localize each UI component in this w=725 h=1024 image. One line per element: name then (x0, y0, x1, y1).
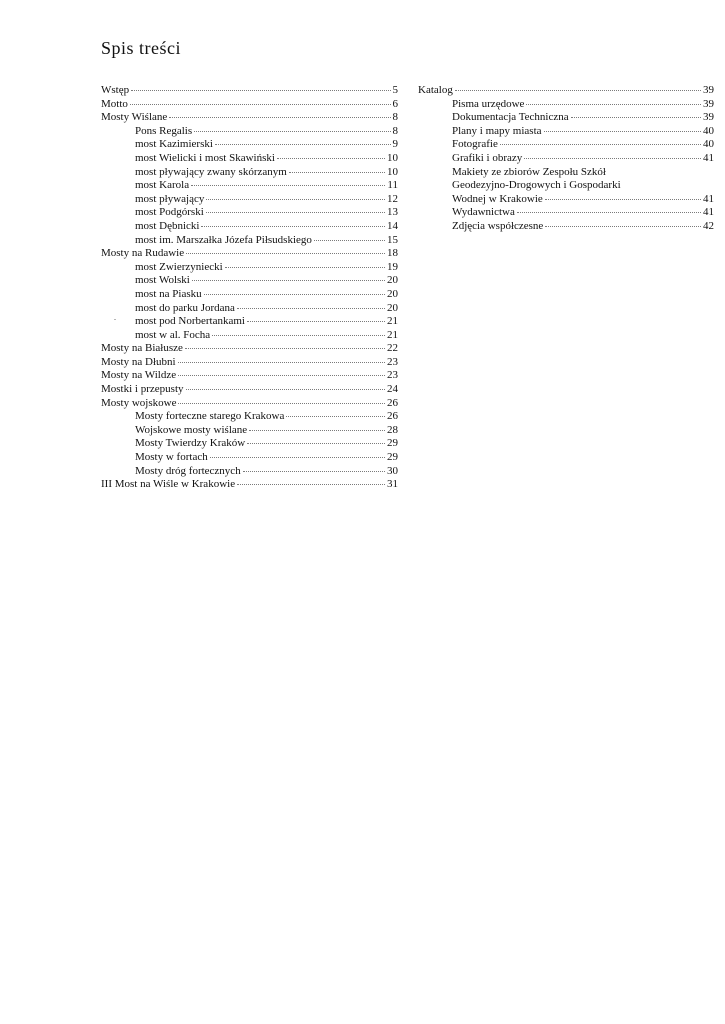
dot-leader (215, 144, 391, 145)
toc-entry-label: most im. Marszałka Józefa Piłsudskiego (135, 233, 312, 246)
dot-leader (249, 430, 385, 431)
toc-subentry[interactable] (101, 410, 398, 424)
toc-entry-label: Katalog (418, 84, 453, 96)
toc-entry-page-number: 10 (387, 165, 398, 178)
toc-entry-label: most pod Norbertankami (135, 315, 245, 328)
toc-entry-page-number: 29 (387, 437, 398, 450)
toc-subentry[interactable] (101, 138, 398, 152)
toc-entry-label: most Wielicki i most Skawiński (135, 151, 275, 164)
toc-entry-label: most Zwierzyniecki (135, 260, 223, 273)
toc-entry-page-number: 6 (392, 97, 398, 110)
toc-entry-page-number: 40 (703, 138, 714, 151)
dot-leader (186, 253, 385, 254)
toc-entry-label: Mostki i przepusty (101, 383, 184, 396)
dot-leader (455, 90, 701, 91)
toc-subentry[interactable] (418, 111, 714, 125)
toc-entry-page-number: 26 (387, 410, 398, 423)
toc-entry-label: Mosty w fortach (135, 451, 208, 464)
toc-subentry[interactable] (101, 302, 398, 316)
dot-leader (178, 362, 385, 363)
toc-entry-label: Mosty na Rudawie (101, 247, 185, 260)
toc-entry-page-number: 40 (703, 124, 714, 137)
toc-entry-label: Wydawnictwa (452, 206, 515, 219)
dot-leader (237, 484, 385, 485)
dot-leader (186, 389, 386, 390)
dot-leader (524, 158, 701, 159)
toc-subentry[interactable] (418, 193, 714, 207)
toc-subentry[interactable] (101, 166, 398, 180)
toc-entry-page-number: 20 (387, 301, 398, 314)
toc-entry[interactable] (101, 111, 398, 125)
dot-leader (247, 321, 385, 322)
stray-mark (114, 319, 116, 320)
toc-subentry[interactable] (101, 465, 398, 479)
toc-entry-page-number: 23 (387, 369, 398, 382)
toc-entry[interactable] (101, 98, 398, 112)
toc-entry-label: III Most na Wiśle w Krakowie (101, 478, 236, 491)
toc-subentry[interactable] (418, 206, 714, 220)
toc-entry-page-number: 24 (387, 383, 398, 396)
toc-subentry[interactable] (101, 288, 398, 302)
toc-entry-page-number: 39 (703, 111, 714, 124)
toc-entry[interactable] (101, 397, 398, 411)
toc-entry-page-number: 12 (387, 192, 398, 205)
toc-entry[interactable] (101, 84, 398, 98)
toc-entry-continued-line: Makiety ze zbiorów Zespołu Szkół (452, 165, 606, 178)
dot-leader (178, 403, 385, 404)
dot-leader (526, 104, 701, 105)
toc-entry-page-number: 41 (703, 192, 714, 205)
toc-entry[interactable] (101, 342, 398, 356)
toc-entry-label: most do parku Jordana (135, 301, 235, 314)
dot-leader (131, 90, 390, 91)
toc-entry-page-number: 29 (387, 451, 398, 464)
toc-entry-page-number: 31 (387, 478, 398, 491)
toc-entry-page-number: 21 (387, 328, 398, 341)
toc-entry-page-number: 8 (392, 111, 398, 124)
toc-subentry[interactable] (418, 125, 714, 139)
toc-subentry[interactable] (418, 220, 714, 234)
toc-entry-page-number: 42 (703, 219, 714, 232)
dot-leader (206, 199, 385, 200)
toc-entry-label: Motto (101, 97, 128, 110)
toc-subentry[interactable] (101, 206, 398, 220)
dot-leader (289, 172, 385, 173)
toc-entry-page-number: 14 (387, 219, 398, 232)
dot-leader (201, 226, 385, 227)
toc-subentry[interactable] (418, 138, 714, 152)
toc-entry-label: Plany i mapy miasta (452, 124, 542, 137)
toc-entry-label: Fotografie (452, 138, 498, 151)
toc-entry-page-number: 18 (387, 247, 398, 260)
toc-entry-label: Mosty na Białusze (101, 342, 183, 355)
dot-leader (247, 443, 385, 444)
toc-entry-page-number: 22 (387, 342, 398, 355)
toc-entry[interactable] (418, 84, 714, 98)
toc-entry[interactable] (101, 356, 398, 370)
dot-leader (314, 240, 385, 241)
toc-subentry[interactable] (101, 220, 398, 234)
toc-entry[interactable] (101, 383, 398, 397)
toc-entry-page-number: 39 (703, 97, 714, 110)
toc-subentry[interactable] (101, 437, 398, 451)
dot-leader (517, 212, 701, 213)
toc-entry-page-number: 10 (387, 151, 398, 164)
toc-entry-label: Mosty dróg fortecznych (135, 464, 241, 477)
toc-entry-page-number: 20 (387, 274, 398, 287)
dot-leader (192, 280, 385, 281)
toc-subentry[interactable] (101, 274, 398, 288)
toc-entry-label: Pons Regalis (135, 124, 193, 137)
toc-entry-page-number: 19 (387, 260, 398, 273)
dot-leader (191, 185, 385, 186)
toc-entry-page-number: 26 (387, 396, 398, 409)
dot-leader (571, 117, 701, 118)
toc-entry-page-number: 5 (392, 84, 398, 96)
toc-entry-page-number: 39 (703, 84, 714, 96)
dot-leader (500, 144, 701, 145)
toc-entry[interactable] (101, 369, 398, 383)
dot-leader (286, 416, 385, 417)
toc-entry-label: Grafiki i obrazy (452, 151, 523, 164)
toc-entry-page-number: 21 (387, 315, 398, 328)
toc-entry-label: Zdjęcia współczesne (452, 219, 544, 232)
dot-leader (178, 375, 385, 376)
toc-entry-label: most na Piasku (135, 287, 202, 300)
toc-entry-page-number: 23 (387, 355, 398, 368)
toc-entry-page-number: 20 (387, 287, 398, 300)
toc-entry-page-number: 41 (703, 151, 714, 164)
toc-entry-label: Mosty na Wildze (101, 369, 177, 382)
dot-leader (212, 335, 385, 336)
toc-subentry[interactable] (418, 152, 714, 166)
toc-entry-label: most Wolski (135, 274, 190, 287)
toc-entry-label: Mosty wojskowe (101, 396, 177, 409)
toc-subentry[interactable] (101, 424, 398, 438)
toc-entry-label: most Karola (135, 179, 190, 192)
toc-entry-page-number: 8 (392, 124, 398, 137)
dot-leader (206, 212, 385, 213)
toc-entry-page-number: 13 (387, 206, 398, 219)
toc-entry-label: most Dębnicki (135, 219, 200, 232)
dot-leader (225, 267, 385, 268)
dot-leader (210, 457, 385, 458)
toc-entry-page-number: 9 (392, 138, 398, 151)
toc-subentry[interactable] (101, 125, 398, 139)
toc-subentry[interactable] (101, 179, 398, 193)
toc-entry-label: most pływający zwany skórzanym (135, 165, 287, 178)
dot-leader (204, 294, 385, 295)
toc-subentry[interactable] (101, 234, 398, 248)
toc-entry-page-number: 15 (387, 233, 398, 246)
dot-leader (545, 199, 701, 200)
toc-right-column (418, 84, 714, 234)
toc-entry-label: Mosty Twierdzy Kraków (135, 437, 246, 450)
toc-entry-label: most Kazimierski (135, 138, 213, 151)
toc-entry-page-number: 41 (703, 206, 714, 219)
toc-subentry[interactable] (101, 152, 398, 166)
toc-entry-label: most pływający (135, 192, 205, 205)
toc-subentry[interactable] (101, 315, 398, 329)
page-title: Spis treści (101, 38, 181, 58)
dot-leader (545, 226, 701, 227)
dot-leader (194, 131, 390, 132)
toc-entry-label: Mosty Wiślane (101, 111, 168, 124)
toc-entry-label: Pisma urzędowe (452, 97, 525, 110)
toc-entry-label: Dokumentacja Techniczna (452, 111, 569, 124)
toc-subentry[interactable] (101, 451, 398, 465)
toc-entry[interactable] (101, 247, 398, 261)
toc-subentry[interactable] (101, 261, 398, 275)
toc-entry-label: most w al. Focha (135, 328, 211, 341)
dot-leader (237, 308, 385, 309)
toc-subentry[interactable] (418, 98, 714, 112)
toc-subentry[interactable] (101, 193, 398, 207)
toc-entry-label: Wstęp (101, 84, 130, 96)
toc-entry[interactable] (101, 478, 398, 492)
dot-leader (130, 104, 391, 105)
toc-entry-page-number: 11 (387, 179, 398, 192)
dot-leader (243, 471, 385, 472)
toc-entry-page-number: 30 (387, 464, 398, 477)
dot-leader (544, 131, 701, 132)
dot-leader (169, 117, 390, 118)
toc-subentry[interactable] (101, 329, 398, 343)
toc-entry-label: most Podgórski (135, 206, 204, 219)
toc-entry-page-number: 28 (387, 423, 398, 436)
toc-left-column (101, 84, 398, 492)
toc-entry-label: Mosty forteczne starego Krakowa (135, 410, 285, 423)
dot-leader (185, 348, 385, 349)
toc-entry-label: Mosty na Dłubni (101, 355, 176, 368)
toc-entry-label: Wojskowe mosty wiślane (135, 423, 248, 436)
toc-entry-continued-line: Geodezyjno-Drogowych i Gospodarki (452, 179, 621, 192)
toc-entry-label: Wodnej w Krakowie (452, 192, 543, 205)
dot-leader (277, 158, 385, 159)
